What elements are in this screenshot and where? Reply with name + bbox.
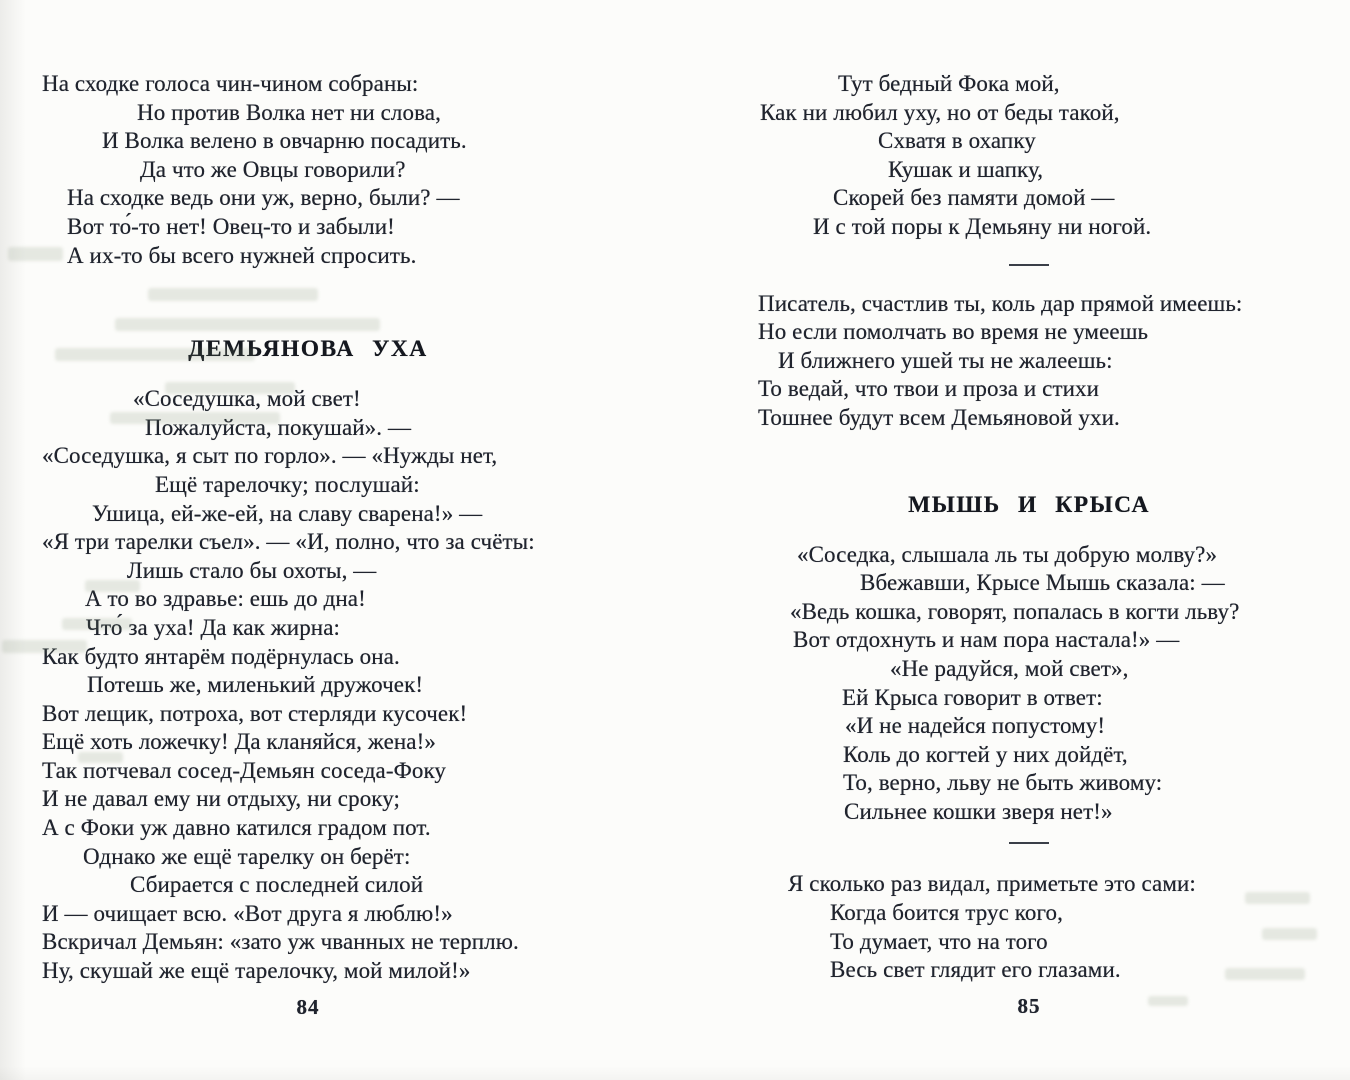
fable-title: ДЕМЬЯНОВА УХА: [188, 336, 428, 363]
poem-line: То думает, что на того: [830, 928, 1048, 954]
poem-line: Тут бедный Фока мой,: [838, 71, 1060, 96]
poem-line: Вскричал Демьян: «зато уж чванных не терплю.: [42, 929, 519, 955]
poem-line: Схватя в охапку: [878, 128, 1036, 154]
poem-line: Что́ за уха! Да как жирна:: [86, 614, 341, 640]
poem-line: Однако же ещё тарелку он берёт:: [83, 843, 411, 869]
poem-line: И Волка велено в овчарню посадить.: [102, 128, 467, 154]
poem-line: Весь свет глядит его глазами.: [830, 957, 1121, 983]
poem-line: Да что же Овцы говорили?: [140, 156, 406, 182]
poem-line: А с Фоки уж давно катился градом пот.: [42, 815, 431, 841]
page-bottom-shadow: [0, 1066, 1350, 1080]
poem-line: Ушица, ей-же-ей, на славу сварена!» —: [92, 500, 483, 526]
poem-line: Как ни любил уху, но от беды такой,: [760, 99, 1120, 125]
poem-line: Но если помолчать во время не умеешь: [758, 319, 1149, 345]
poem-line: Потешь же, миленький дружочек!: [87, 672, 424, 698]
poem-line: Лишь стало бы охоты, —: [127, 557, 377, 583]
poem-line: «Соседка, слышала ль ты добрую молву?»: [797, 541, 1218, 567]
poem-line: То ведай, что твои и проза и стихи: [758, 376, 1100, 402]
poem-line: «Соседушка, я сыт по горло». — «Нужды нет,: [42, 443, 498, 469]
poem-line: На сходке голоса чин-чином собраны:: [42, 71, 419, 96]
poem-line: А их-то бы всего нужней спросить.: [67, 242, 417, 268]
verse-block: [758, 70, 1300, 242]
poem-line: Вот лещик, потроха, вот стерляди кусочек!: [42, 700, 468, 726]
poem-line: Ещё тарелочку; послушай:: [155, 471, 420, 497]
poem-line: Сбирается с последней силой: [130, 872, 424, 898]
poem-line: Ей Крыса говорит в ответ:: [842, 684, 1103, 710]
poem-line: «Не радуйся, мой свет»,: [890, 655, 1129, 681]
verse-block: [42, 385, 574, 985]
section-divider: [1009, 264, 1049, 266]
poem-line: Кушак и шапку,: [888, 156, 1044, 182]
poem-line: Скорей без памяти домой —: [833, 185, 1115, 211]
poem-line: Коль до когтей у них дойдёт,: [843, 741, 1128, 767]
poem-line: «И не надейся попустому!: [845, 713, 1106, 739]
verse-block: [758, 290, 1300, 433]
page-edge-shadow: [0, 0, 26, 1080]
verse-block: [42, 70, 574, 270]
poem-line: «Ведь кошка, говорят, попалась в когти льву?: [790, 598, 1240, 624]
poem-line: Ну, скушай же ещё тарелочку, мой милой!»: [42, 958, 471, 984]
poem-line: А то во здравье: ешь до дна!: [85, 586, 366, 612]
poem-line: И — очищает всю. «Вот друга я люблю!»: [42, 900, 453, 926]
poem-line: «Я три тарелки съел». — «И, полно, что за счёты:: [42, 529, 535, 555]
poem-line: Вот отдохнуть и нам пора настала!» —: [793, 627, 1180, 653]
poem-line: То, верно, льву не быть живому:: [843, 770, 1163, 796]
poem-line: Так потчевал сосед-Демьян соседа-Фоку: [42, 757, 446, 783]
section-divider: [1009, 842, 1049, 844]
poem-line: Когда боится трус кого,: [830, 900, 1063, 926]
poem-line: Как будто янтарём подёрнулась она.: [42, 643, 400, 669]
left-page: [42, 0, 574, 1020]
poem-line: Писатель, счастлив ты, коль дар прямой имеешь:: [758, 290, 1243, 316]
poem-line: Ещё хоть ложечку! Да кланяйся, жена!»: [42, 729, 436, 755]
poem-line: Но против Волка нет ни слова,: [137, 99, 441, 125]
right-page: [758, 0, 1300, 1019]
poem-line: Вбежавши, Крысе Мышь сказала: —: [860, 570, 1225, 596]
page-number: 84: [296, 994, 320, 1019]
verse-block: [758, 870, 1300, 984]
poem-line: Пожалуйста, покушай». —: [145, 414, 412, 440]
poem-line: Я сколько раз видал, приметьте это сами:: [788, 871, 1196, 897]
poem-line: И с той поры к Демьяну ни ногой.: [813, 213, 1152, 239]
poem-line: Сильнее кошки зверя нет!»: [844, 798, 1113, 824]
poem-line: На сходке ведь они уж, верно, были? —: [67, 185, 460, 211]
poem-line: И ближнего ушей ты не жалеешь:: [778, 347, 1113, 373]
fable-title: МЫШЬ И КРЫСА: [908, 491, 1150, 518]
poem-line: И не давал ему ни отдыху, ни сроку;: [42, 786, 401, 812]
verse-block: [758, 541, 1300, 827]
poem-line: «Соседушка, мой свет!: [133, 386, 361, 412]
poem-line: Тошнее будут всем Демьяновой ухи.: [758, 404, 1120, 430]
poem-line: Вот то́-то нет! Овец-то и забыли!: [67, 213, 395, 239]
page-number: 85: [1017, 993, 1041, 1018]
